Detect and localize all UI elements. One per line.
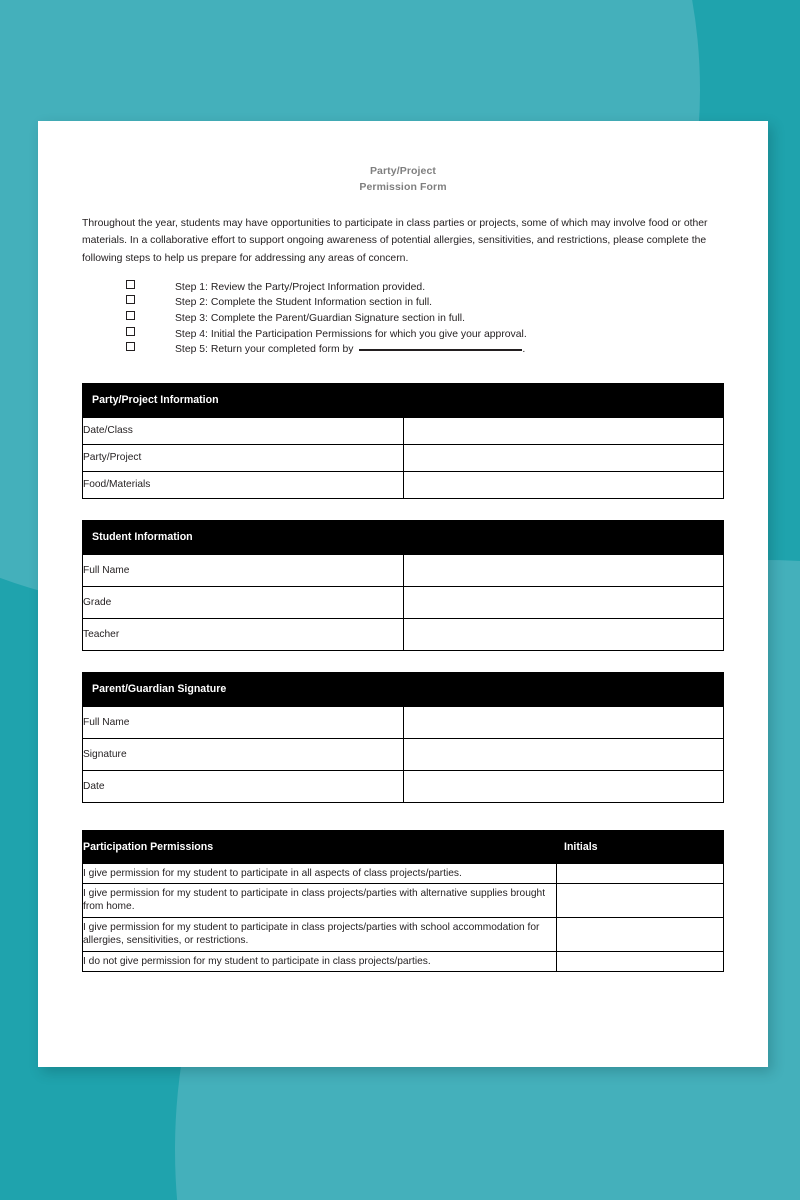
table-row	[83, 554, 724, 586]
page-title-line-2: Permission Form	[359, 180, 447, 193]
step-label: Step 3: Complete the Parent/Guardian Signature section in full.	[175, 313, 465, 325]
initials-input-all-aspects[interactable]	[557, 863, 724, 883]
return-date-blank[interactable]	[359, 349, 522, 351]
row-label: Teacher	[83, 618, 404, 650]
row-input-date-class[interactable]	[403, 417, 724, 444]
table-header-row	[83, 672, 724, 706]
row-input-signature[interactable]	[403, 738, 724, 770]
table-row	[83, 951, 724, 971]
table-header-label: Parent/Guardian Signature	[83, 672, 724, 706]
row-input-grade[interactable]	[403, 586, 724, 618]
step-trailing-punctuation: .	[522, 344, 526, 356]
row-input-food-materials[interactable]	[403, 471, 724, 498]
intro-paragraph: Throughout the year, students may have opportunities to participate in class parties or projects, some of which may involve food or other materials. In a collaborative effort to support ongoing awareness of potential allergies, sensitivities, and restrictions, please complete the following steps to help us prepare for addressing any areas of concern.	[82, 218, 708, 264]
table-header-row	[83, 383, 724, 417]
table-row	[83, 863, 724, 883]
list-item	[82, 311, 724, 327]
checkbox-icon[interactable]	[126, 327, 135, 336]
row-label: Date	[83, 770, 404, 802]
row-label: Signature	[83, 738, 404, 770]
page-title-line-1: Party/Project	[369, 165, 437, 177]
table-header-label: Party/Project Information	[83, 383, 724, 417]
table-row	[83, 706, 724, 738]
row-input-parent-full-name[interactable]	[403, 706, 724, 738]
party-project-information-table	[82, 383, 724, 499]
step-label: Step 4: Initial the Participation Permissions for which you give your approval.	[175, 328, 527, 340]
step-label-with-blank	[175, 342, 525, 358]
row-input-teacher[interactable]	[403, 618, 724, 650]
list-item	[82, 295, 724, 311]
table-row	[83, 417, 724, 444]
checkbox-icon[interactable]	[126, 295, 135, 304]
row-label: Full Name	[83, 706, 404, 738]
document-content	[82, 121, 724, 972]
initials-input-alternative-supplies[interactable]	[557, 883, 724, 917]
row-label: Grade	[83, 586, 404, 618]
page-title	[82, 164, 724, 195]
permission-statement: I give permission for my student to participate in class projects/parties with alternative supplies brought from home.	[83, 883, 557, 917]
checkbox-icon[interactable]	[126, 280, 135, 289]
permission-statement: I give permission for my student to participate in all aspects of class projects/parties.	[83, 863, 557, 883]
row-label: Food/Materials	[83, 471, 404, 498]
participation-permissions-table	[82, 830, 724, 972]
document-page	[38, 121, 768, 1067]
table-header-initials: Initials	[557, 830, 724, 863]
parent-guardian-signature-table	[82, 672, 724, 803]
row-label: Full Name	[83, 554, 404, 586]
table-header-label: Participation Permissions	[83, 830, 557, 863]
initials-input-school-accommodation[interactable]	[557, 917, 724, 951]
table-row	[83, 883, 724, 917]
table-header-row	[83, 520, 724, 554]
table-header-label: Student Information	[83, 520, 724, 554]
table-row	[83, 586, 724, 618]
row-input-student-full-name[interactable]	[403, 554, 724, 586]
checkbox-icon[interactable]	[126, 311, 135, 320]
step-label: Step 5: Return your completed form by	[175, 344, 357, 356]
checkbox-icon[interactable]	[126, 342, 135, 351]
table-row	[83, 618, 724, 650]
table-row	[83, 917, 724, 951]
steps-list	[82, 280, 724, 358]
step-label: Step 2: Complete the Student Information section in full.	[175, 297, 433, 309]
list-item	[82, 327, 724, 343]
table-row	[83, 444, 724, 471]
student-information-table	[82, 520, 724, 651]
table-header-row	[83, 830, 724, 863]
row-input-date[interactable]	[403, 770, 724, 802]
row-label: Party/Project	[83, 444, 404, 471]
table-row	[83, 770, 724, 802]
permission-statement: I give permission for my student to participate in class projects/parties with school accommodation for allergies, sensitivities, or restrictions.	[83, 917, 557, 951]
initials-input-no-permission[interactable]	[557, 951, 724, 971]
step-label: Step 1: Review the Party/Project Information provided.	[175, 281, 426, 293]
row-label: Date/Class	[83, 417, 404, 444]
row-input-party-project[interactable]	[403, 444, 724, 471]
table-row	[83, 738, 724, 770]
permission-statement: I do not give permission for my student to participate in class projects/parties.	[83, 951, 557, 971]
table-row	[83, 471, 724, 498]
list-item	[82, 280, 724, 296]
list-item	[82, 342, 724, 358]
